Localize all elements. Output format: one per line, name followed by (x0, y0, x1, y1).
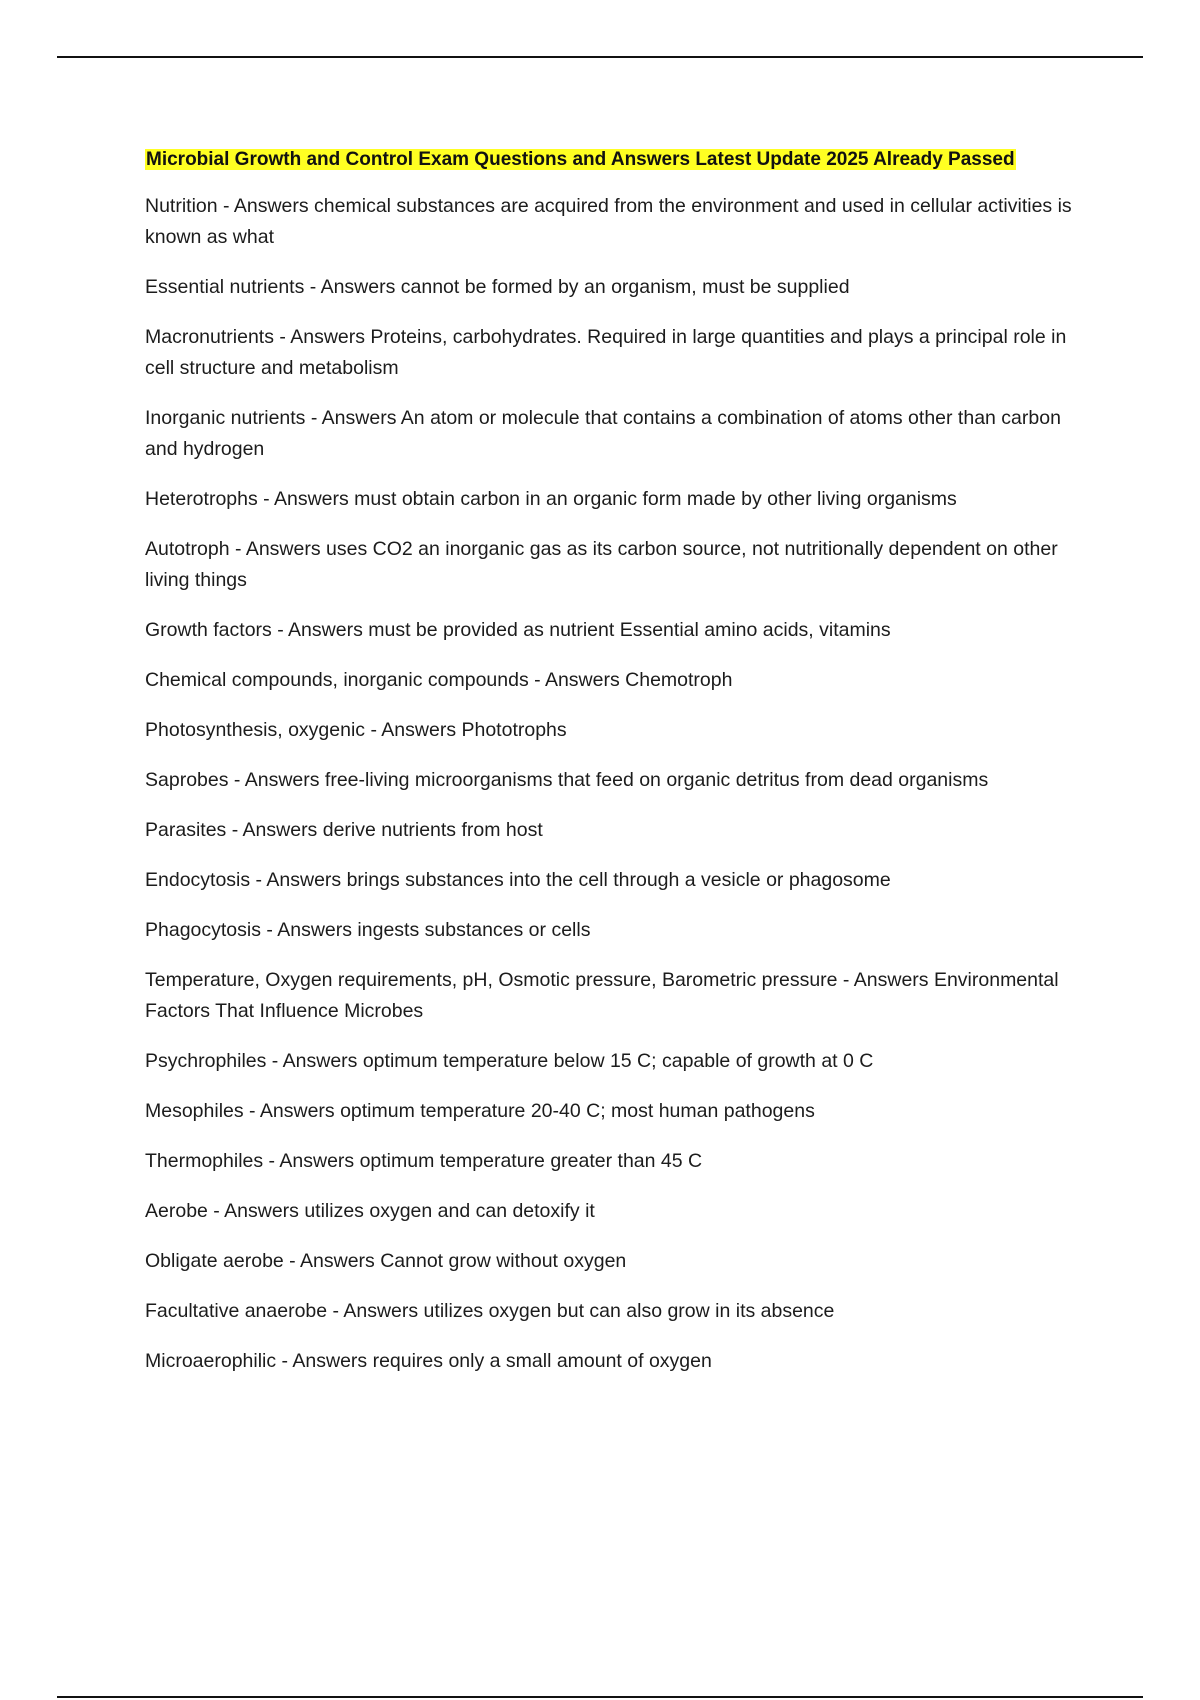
title-highlight: Microbial Growth and Control Exam Questions and Answers Latest Update 2025 Already Passed (146, 149, 1015, 170)
qa-item: Inorganic nutrients - Answers An atom or molecule that contains a combination of atoms other than carbon and hydrogen (145, 407, 1061, 460)
qa-item: Nutrition - Answers chemical substances are acquired from the environment and used in cellular activities is known as what (145, 195, 1072, 248)
qa-item: Obligate aerobe - Answers Cannot grow without oxygen (145, 1250, 627, 1272)
qa-item: Temperature, Oxygen requirements, pH, Osmotic pressure, Barometric pressure - Answers Environmental Factors That Influence Microbes (145, 969, 1059, 1022)
footer-rule (57, 1696, 1143, 1698)
document-title (145, 145, 1095, 174)
qa-item: Mesophiles - Answers optimum temperature 20-40 C; most human pathogens (145, 1100, 815, 1122)
qa-item: Macronutrients - Answers Proteins, carbohydrates. Required in large quantities and plays a principal role in cell structure and metabolism (145, 326, 1067, 379)
qa-item: Saprobes - Answers free-living microorganisms that feed on organic detritus from dead organisms (145, 769, 989, 791)
qa-item: Photosynthesis, oxygenic - Answers Phototrophs (145, 719, 567, 741)
qa-item: Psychrophiles - Answers optimum temperature below 15 C; capable of growth at 0 C (145, 1050, 874, 1072)
qa-item: Chemical compounds, inorganic compounds - Answers Chemotroph (145, 669, 733, 691)
qa-item: Thermophiles - Answers optimum temperature greater than 45 C (145, 1150, 703, 1172)
document-body (145, 145, 1095, 1396)
qa-item: Heterotrophs - Answers must obtain carbon in an organic form made by other living organisms (145, 488, 957, 510)
qa-item: Essential nutrients - Answers cannot be formed by an organism, must be supplied (145, 276, 850, 298)
qa-item: Facultative anaerobe - Answers utilizes oxygen but can also grow in its absence (145, 1300, 835, 1322)
qa-list (145, 191, 1095, 1377)
qa-item: Autotroph - Answers uses CO2 an inorganic gas as its carbon source, not nutritionally dependent on other living things (145, 538, 1058, 591)
qa-item: Endocytosis - Answers brings substances into the cell through a vesicle or phagosome (145, 869, 891, 891)
qa-item: Parasites - Answers derive nutrients from host (145, 819, 543, 841)
qa-item: Microaerophilic - Answers requires only a small amount of oxygen (145, 1350, 712, 1372)
qa-item: Growth factors - Answers must be provided as nutrient Essential amino acids, vitamins (145, 619, 891, 641)
qa-item: Phagocytosis - Answers ingests substances or cells (145, 919, 591, 941)
qa-item: Aerobe - Answers utilizes oxygen and can detoxify it (145, 1200, 595, 1222)
header-rule (57, 56, 1143, 58)
